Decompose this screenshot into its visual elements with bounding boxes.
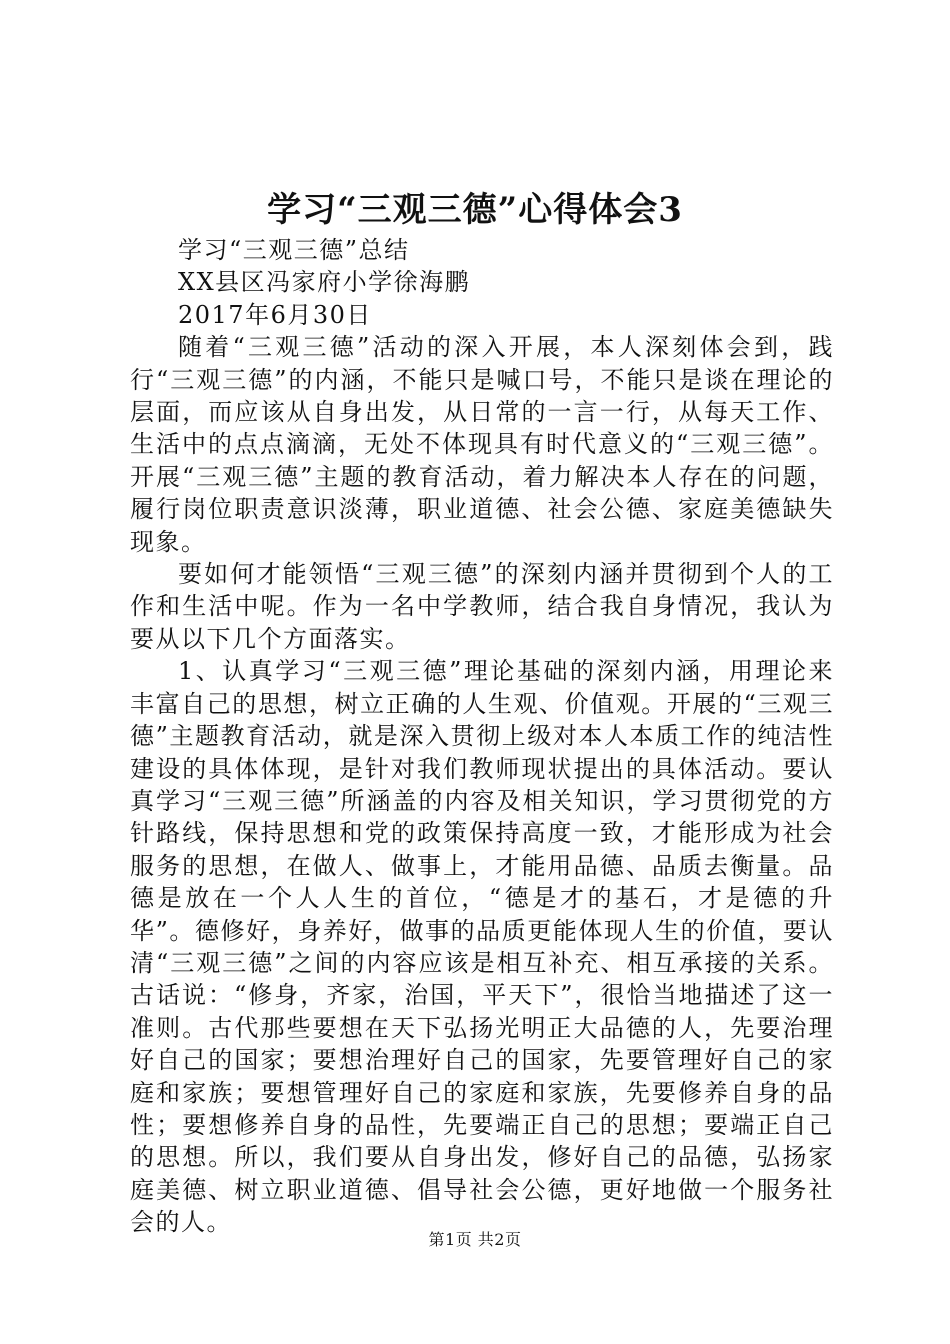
author-line: XX县区冯家府小学徐海鹏 [178,268,471,297]
paragraph-3: 1、认真学习“三观三德”理论基础的深刻内涵，用理论来丰富自己的思想，树立正确的人生观、价值观。开展的“三观三德”主题教育活动，就是深入贯彻上级对本人本质工作的纯洁性建设的具体体现，是针对我们教师现状提出的具体活动。要认真学习“三观三德”所涵盖的内容及相关知识，学习贯彻党的方针路线，保持思想和党的政策保持高度一致，才能形成为社会服务的思想，在做人、做事上，才能用品德、品质去衡量。品德是放在一个人人生的首位，“德是才的基石，才是德的升华”。德修好，身养好，做事的品质更能体现人生的价值，要认清“三观三德”之间的内容应该是相互补充、相互承接的关系。古话说：“修身，齐家，治国，平天下”，很恰当地描述了这一准则。古代那些要想在天下弘扬光明正大品德的人，先要治理好自己的国家；要想治理好自己的国家，先要管理好自己的家庭和家族；要想管理好自己的家庭和家族，先要修养自身的品性；要想修养自身的品性，先要端正自己的思想；要端正自己的思想。所以，我们要从自身出发，修好自己的品德，弘扬家庭美德、树立职业道德、倡导社会公德，更好地做一个服务社会的人。 [130,657,834,1237]
page-number-footer: 第1页 共2页 [428,1230,522,1249]
document-body [130,234,834,1239]
document-title: 学习“三观三德”心得体会3 [267,190,683,230]
paragraph-2: 要如何才能领悟“三观三德”的深刻内涵并贯彻到个人的工作和生活中呢。作为一名中学教师，结合我自身情况，我认为要从以下几个方面落实。 [130,560,834,653]
paragraph-1: 随着“三观三德”活动的深入开展，本人深刻体会到，践行“三观三德”的内涵，不能只是喊口号，不能只是谈在理论的层面，而应该从自身出发，从日常的一言一行，从每天工作、生活中的点点滴滴，无处不体现具有时代意义的“三观三德”。开展“三观三德”主题的教育活动，着力解决本人存在的问题，履行岗位职责意识淡薄，职业道德、社会公德、家庭美德缺失现象。 [130,333,834,556]
subtitle-line: 学习“三观三德”总结 [178,236,410,264]
date-line: 2017年6月30日 [178,300,372,329]
